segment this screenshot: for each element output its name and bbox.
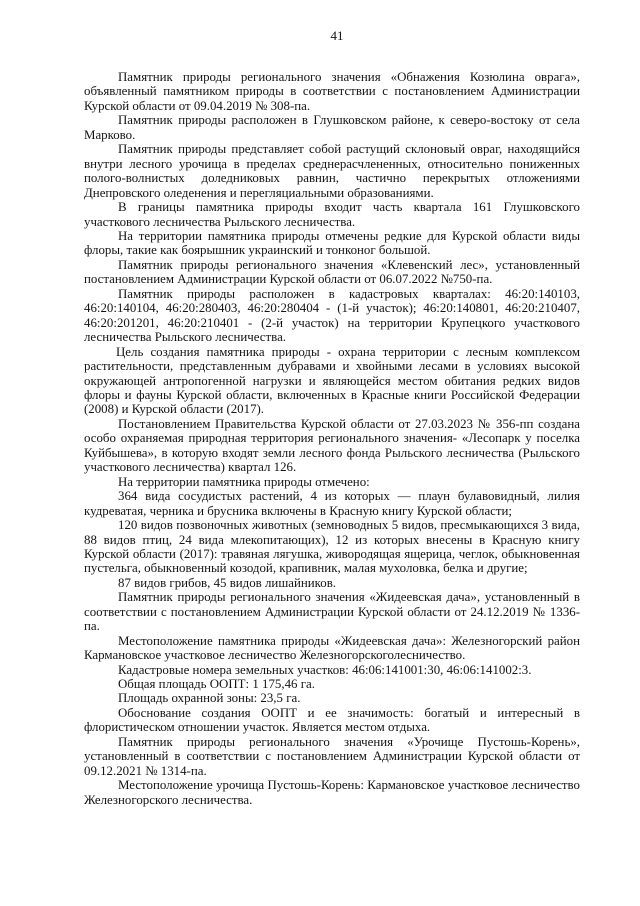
paragraph-zhideevskaya-intro: Памятник природы регионального значения «Жидеевская дача», установленный в соответствии с постановлением Администрации Курской области от 24.12.2019 № 1336-па. xyxy=(84,590,580,634)
paragraph-zhideevskaya-cadastral: Кадастровые номера земельных участков: 46:06:141001:30, 46:06:141002:3. xyxy=(118,662,532,677)
paragraph-klevensky-purpose: Цель создания памятника природы - охрана территории с лесным комплексом растительности, представленным дубравами и хвойными лесами в условиях высокой окружающей антропогенной нагрузки и являющейся местом обитания редких видов флоры и фауны Курской области, включенных в Красные книги Российской Федерации (2008) и Курской области (2017). xyxy=(84,344,580,417)
paragraph-kozyulin-location: Памятник природы расположен в Глушковском районе, к северо-востоку от села Марково. xyxy=(84,113,580,142)
paragraph-kozyulin-ravine-intro: Памятник природы регионального значения «Обнажения Козюлина оврага», объявленный памятником природы в соответствии с постановлением Администрации Курской области от 09.04.2019 № 308-па. xyxy=(84,70,580,113)
paragraph-pustosh-koren-intro: Памятник природы регионального значения «Урочище Пустошь-Корень», установленный в соответствии с постановлением Администрации Курской области от 09.12.2021 № 1314-па. xyxy=(84,734,580,778)
paragraph-zhideevskaya-area: Общая площадь ООПТ: 1 175,46 га. xyxy=(118,677,315,692)
paragraph-kozyulin-flora: На территории памятника природы отмечены редкие для Курской области виды флоры, такие как боярышник украинский и тонконог большой. xyxy=(84,228,580,258)
paragraph-zhideevskaya-buffer-zone: Площадь охранной зоны: 23,5 га. xyxy=(118,691,301,706)
paragraph-klevensky-location: Памятник природы расположен в кадастровых кварталах: 46:20:140103, 46:20:140104, 46:20:280403, 46:20:280404 - (1-й участок); 46:20:140801, 46:20:210407, 46:20:201201, 46:20:210401 - (2-й участок) на территории Крупецкого участкового лесничества Рыльского лесничества. xyxy=(84,286,580,345)
paragraph-lesopark-animals: 120 видов позвоночных животных (земноводных 5 видов, пресмыкающихся 3 вида, 88 видов птиц, 24 вида млекопитающих), 12 из которых внесены в Красную книгу Курской области (2017): травяная лягушка, живородящая ящерица, чеглок, обыкновенная пустельга, обыкновенный козодой, крапивник, малая мухоловка, белка и другие; xyxy=(84,518,580,576)
paragraph-kozyulin-description: Памятник природы представляет собой растущий склоновый овраг, находящийся внутри лесного урочища в пределах среднерасчлененных, относительно пониженных полого-волнистых доледниковых равнин, частично перекрытых отложениями Днепровского оледенения и перегляциальными образованиями. xyxy=(84,142,580,200)
paragraph-zhideevskaya-justification: Обоснование создания ООПТ и ее значимость: богатый и интересный в флористическом отношении участок. Является местом отдыха. xyxy=(84,705,580,735)
page-number: 41 xyxy=(330,28,344,43)
paragraph-lesopark-noted: На территории памятника природы отмечено: xyxy=(118,474,370,489)
paragraph-lesopark-intro: Постановлением Правительства Курской области от 27.03.2023 № 356-пп создана особо охраняемая природная территория регионального значения- «Лесопарк у поселка Куйбышева», в которую входят земли лесного фонда Рыльского лесничества (Рыльского участкового лесничества) квартал 126. xyxy=(84,416,580,475)
paragraph-pustosh-koren-location: Местоположение урочища Пустошь-Корень: Кармановское участковое лесничество Железногорского лесничества. xyxy=(84,778,580,807)
paragraph-lesopark-fungi: 87 видов грибов, 45 видов лишайников. xyxy=(118,575,337,590)
paragraph-kozyulin-boundaries: В границы памятника природы входит часть квартала 161 Глушковского участкового лесничества Рыльского лесничества. xyxy=(84,200,580,229)
paragraph-lesopark-plants: 364 вида сосудистых растений, 4 из которых — плаун булавовидный, лилия кудреватая, черника и брусника включены в Красную книгу Курской области; xyxy=(84,489,580,518)
paragraph-zhideevskaya-location: Местоположение памятника природы «Жидеевская дача»: Железногорский район Кармановское участковое лесничество Железногорскоголесничество. xyxy=(84,633,580,663)
paragraph-klevensky-intro: Памятник природы регионального значения «Клевенский лес», установленный постановлением Администрации Курской области от 06.07.2022 №750-па. xyxy=(84,257,580,287)
